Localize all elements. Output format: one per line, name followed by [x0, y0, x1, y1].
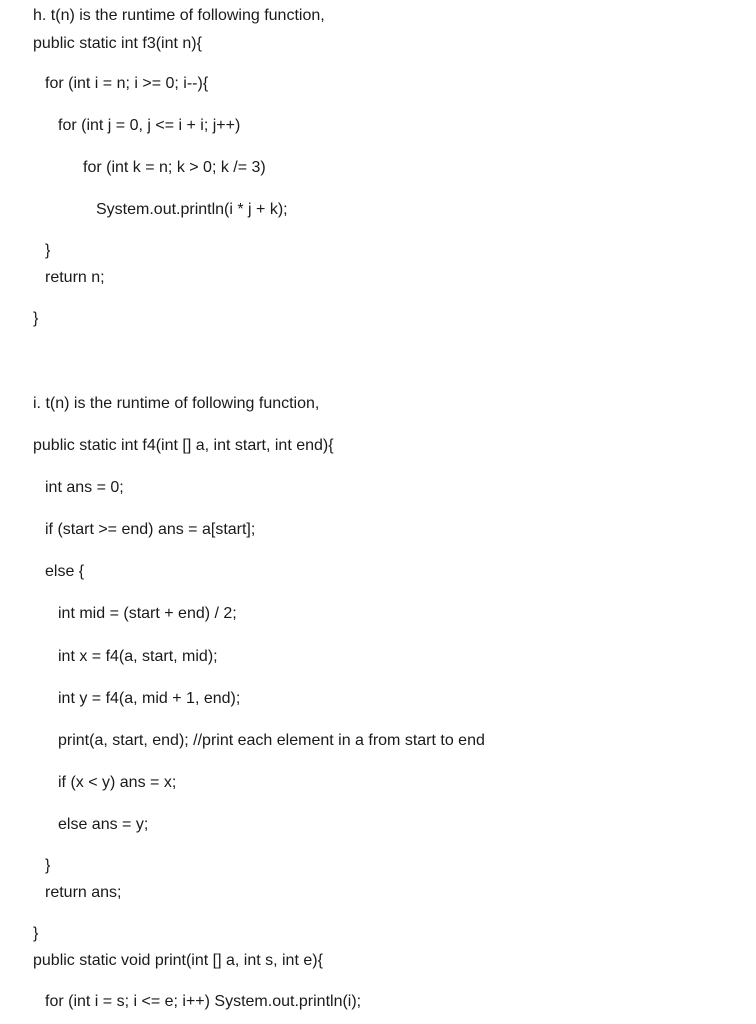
code-line: else {: [45, 563, 85, 580]
code-line: public static int f4(int [] a, int start, int end){: [33, 437, 334, 454]
code-line: print(a, start, end); //print each element in a from start to end: [58, 732, 485, 749]
code-line: int x = f4(a, start, mid);: [58, 648, 218, 665]
code-line: for (int i = s; i <= e; i++) System.out.println(i);: [45, 993, 362, 1010]
code-line: return ans;: [45, 884, 122, 901]
code-line: }: [33, 310, 39, 327]
code-line: System.out.println(i * j + k);: [96, 201, 288, 218]
code-line: if (start >= end) ans = a[start];: [45, 521, 256, 538]
code-line: }: [33, 925, 39, 942]
code-line: }: [45, 857, 51, 874]
section-i-title: i. t(n) is the runtime of following function,: [33, 395, 320, 412]
code-line: for (int k = n; k > 0; k /= 3): [83, 159, 266, 176]
section-h-title: h. t(n) is the runtime of following function,: [33, 7, 325, 24]
code-line: if (x < y) ans = x;: [58, 774, 177, 791]
code-line: for (int j = 0, j <= i + i; j++): [58, 117, 241, 134]
code-line: }: [45, 242, 51, 259]
code-line: int ans = 0;: [45, 479, 124, 496]
code-line: int mid = (start + end) / 2;: [58, 605, 237, 622]
code-line: for (int i = n; i >= 0; i--){: [45, 75, 209, 92]
code-line: return n;: [45, 269, 105, 286]
code-line: public static int f3(int n){: [33, 35, 202, 52]
code-line: public static void print(int [] a, int s, int e){: [33, 952, 323, 969]
code-line: int y = f4(a, mid + 1, end);: [58, 690, 241, 707]
code-line: else ans = y;: [58, 816, 149, 833]
